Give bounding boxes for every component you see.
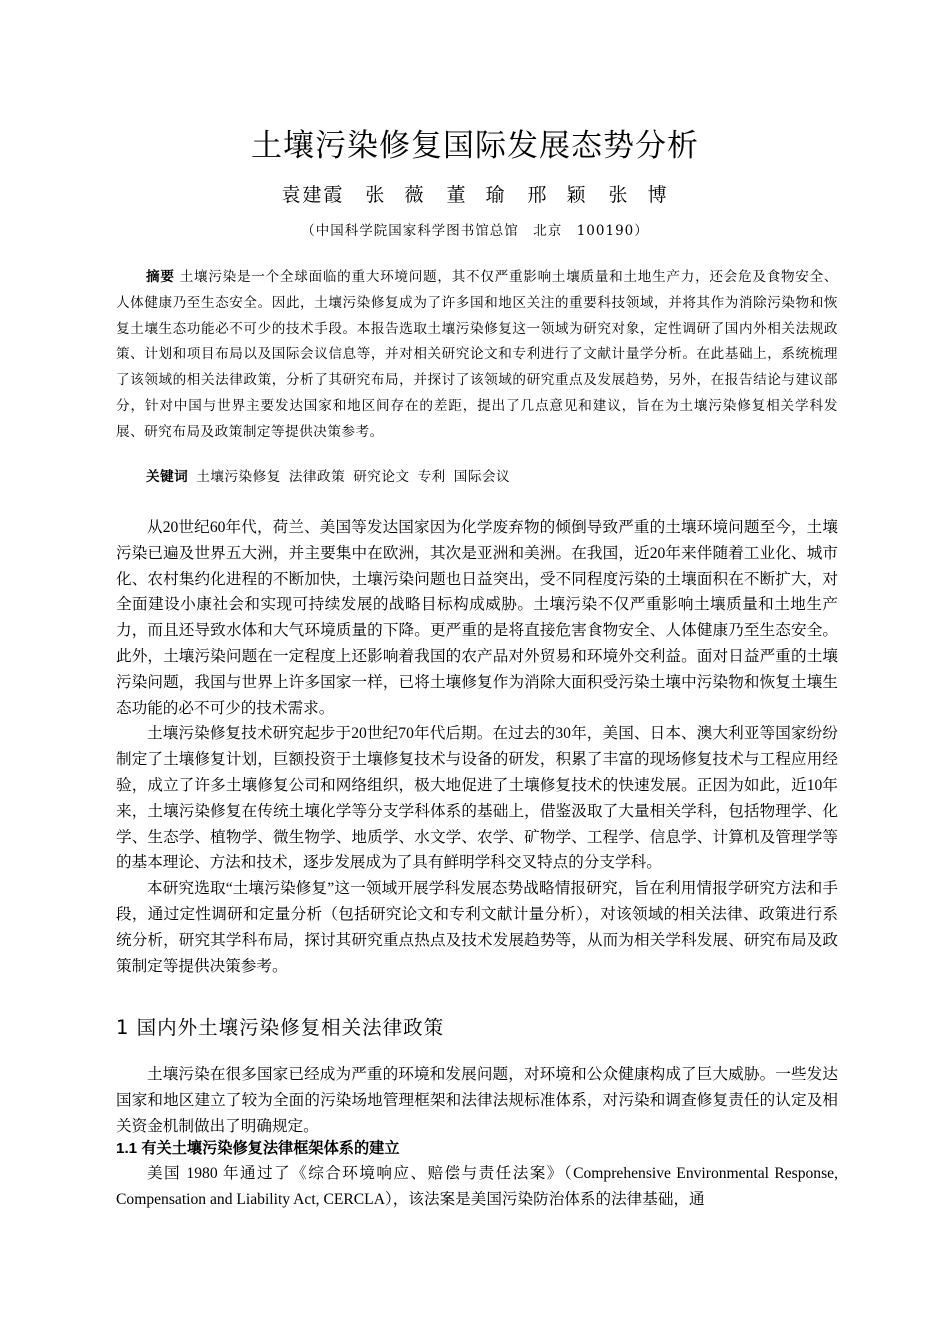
subsection-heading: 1.1 有关土壤污染修复法律框架体系的建立: [116, 1140, 400, 1157]
abstract-text: 土壤污染是一个全球面临的重大环境问题，其不仅严重影响土壤质量和土地生产力，还会危及食物安全、人体健康乃至生态安全。因此，土壤污染修复成为了许多国和地区关注的重要科技领域，并将其作为消除污染物和恢复土壤生态功能必不可少的技术手段。本报告选取土壤污染修复这一领域为研究对象，定性调研了国内外相关法规政策、计划和项目布局以及国际会议信息等，并对相关研究论文和专利进行了文献计量学分析。在此基础上，系统梳理了该领域的相关法律政策，分析了其研究布局，并探讨了该领域的研究重点及发展趋势，另外，在报告结论与建议部分，针对中国与世界主要发达国家和地区间存在的差距，提出了几点意见和建议，旨在为土壤污染修复相关学科发展、研究布局及政策制定等提供决策参考。: [116, 269, 839, 440]
abstract-label: 摘要: [146, 269, 175, 285]
subsection-body: [116, 1161, 838, 1213]
body-paragraph: 本研究选取“土壤污染修复”这一领域开展学科发展态势战略情报研究，旨在利用情报学研究方法和手段，通过定性调研和定量分析（包括研究论文和专利文献计量分析），对该领域的相关法律、政策进行系统分析，研究其学科布局，探讨其研究重点热点及技术发展趋势等，从而为相关学科发展、研究布局及政策制定等提供决策参考。: [116, 880, 838, 975]
body-paragraph: 从20世纪60年代，荷兰、美国等发达国家因为化学废弃物的倾倒导致严重的土壤环境问题至今，土壤污染已遍及世界五大洲，并主要集中在欧洲，其次是亚洲和美洲。在我国，近20年来伴随着工业化、城市化、农村集约化进程的不断加快，土壤污染问题也日益突出，受不同程度污染的土壤面积在不断扩大，对全面建设小康社会和实现可持续发展的战略目标构成威胁。土壤污染不仅严重影响土壤质量和土地生产力，而且还导致水体和大气环境质量的下降。更严重的是将直接危害食物安全、人体健康乃至生态安全。此外，土壤污染问题在一定程度上还影响着我国的农产品对外贸易和环境外交利益。面对日益严重的土壤污染问题，我国与世界上许多国家一样，已将土壤修复作为消除大面积受污染土壤中污染物和恢复土壤生态功能的必不可少的技术需求。: [116, 519, 838, 717]
keywords-label: 关键词: [146, 469, 189, 485]
keywords: [146, 465, 836, 490]
keyword: 国际会议: [453, 469, 511, 485]
abstract: [116, 265, 838, 446]
body-paragraph: 土壤污染修复技术研究起步于20世纪70年代后期。在过去的30年，美国、日本、澳大利亚等国家纷纷制定了土壤修复计划，巨额投资于土壤修复技术与设备的研发，积累了丰富的现场修复技术与工程应用经验，成立了许多土壤修复公司和网络组织，极大地促进了土壤修复技术的快速发展。正因为如此，近10年来，土壤污染修复在传统土壤化学等分支学科体系的基础上，借鉴汲取了大量相关学科，包括物理学、化学、生态学、植物学、微生物学、地质学、水文学、农学、矿物学、工程学、信息学、计算机及管理学等的基本理论、方法和技术，逐步发展成为了具有鲜明学科交叉特点的分支学科。: [116, 725, 838, 872]
section-body: [116, 1062, 838, 1139]
keyword: 土壤污染修复: [196, 469, 281, 485]
body-paragraph: 美国 1980 年通过了《综合环境响应、赔偿与责任法案》（Comprehensive Environmental Response, Compensation and Liability Act, CERCLA），该法案是美国污染防治体系的法律基础，通: [116, 1165, 838, 1208]
paper-title: 土壤污染修复国际发展态势分析: [251, 128, 699, 164]
author-list: 袁建霞 张 薇 董 瑜 邢 颖 张 博: [281, 184, 669, 206]
affiliation: （中国科学院国家科学图书馆总馆 北京 100190）: [301, 223, 649, 239]
introduction: [116, 515, 838, 979]
keyword: 法律政策: [288, 469, 346, 485]
body-paragraph: 土壤污染在很多国家已经成为严重的环境和发展问题，对环境和公众健康构成了巨大威胁。一些发达国家和地区建立了较为全面的污染场地管理框架和法律法规标准体系，对污染和调查修复责任的认定及相关资金机制做出了明确规定。: [116, 1066, 838, 1135]
keyword: 专利: [417, 469, 446, 485]
keyword: 研究论文: [353, 469, 410, 485]
section-heading: 1 国内外土壤污染修复相关法律政策: [116, 1016, 445, 1039]
